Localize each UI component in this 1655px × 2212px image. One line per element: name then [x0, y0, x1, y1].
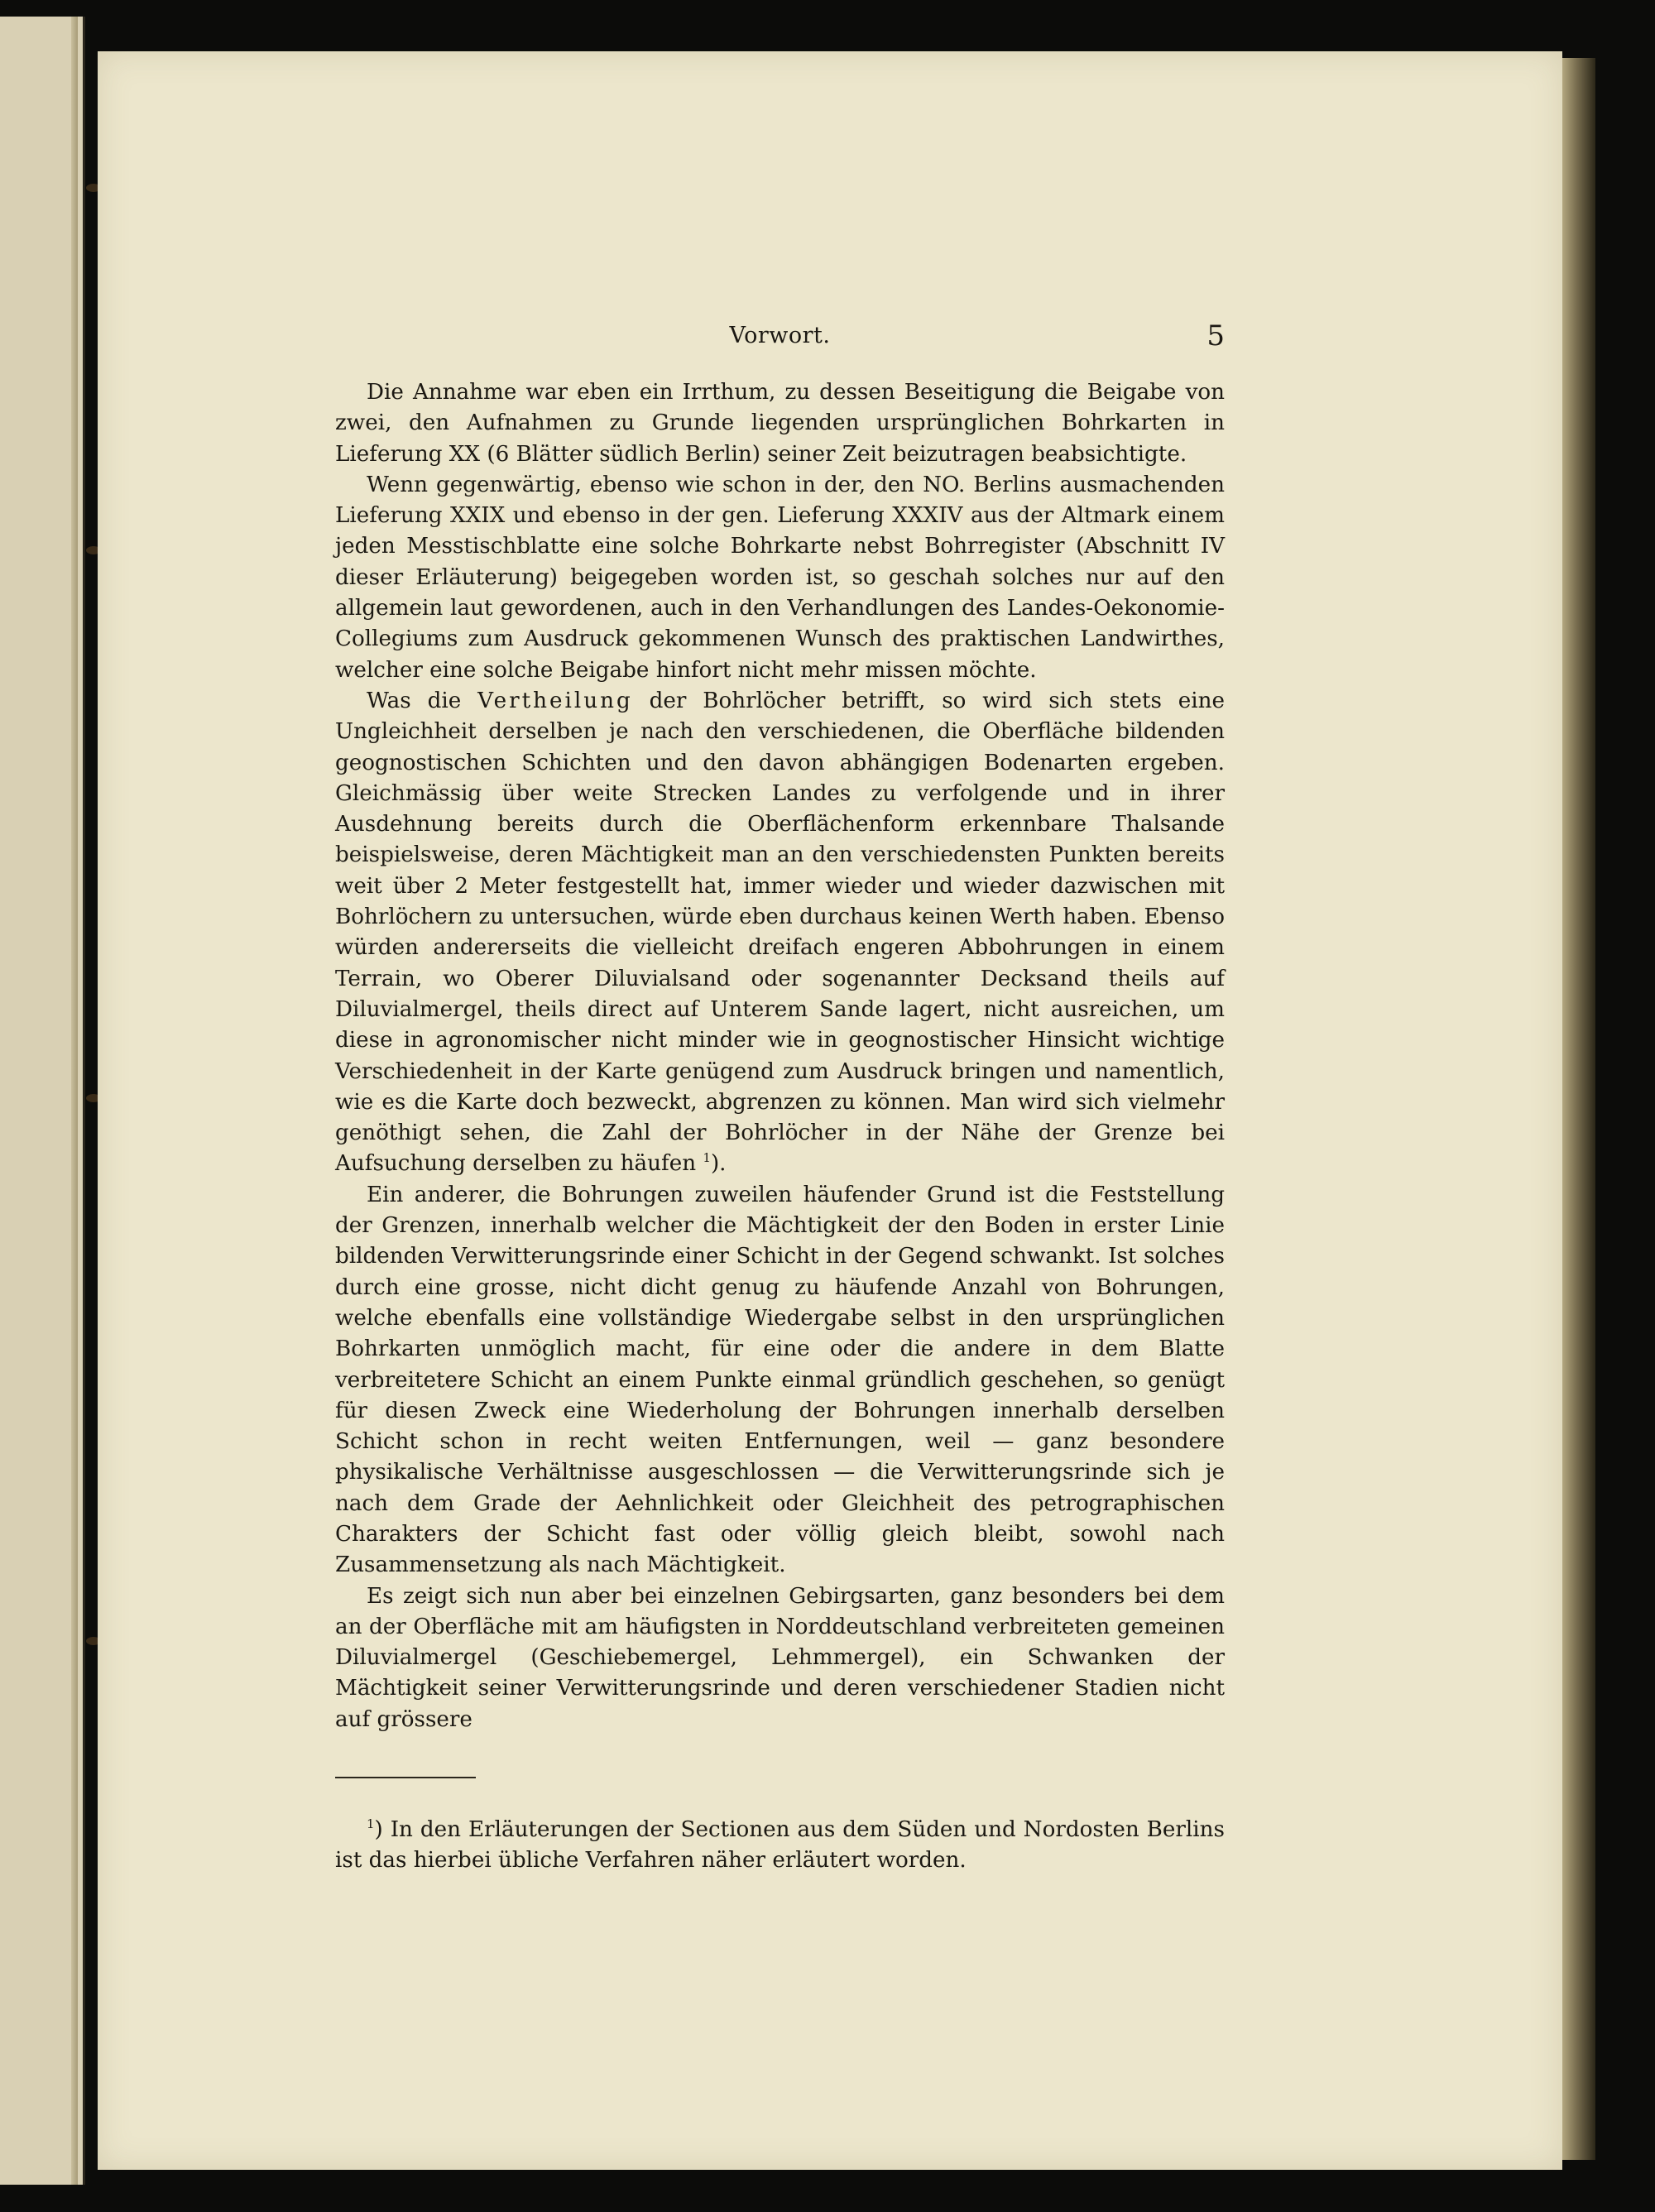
paragraph-1: Die Annahme war eben ein Irrthum, zu dessen Beseitigung die Beigabe von zwei, den Aufnahmen zu Grunde liegenden ursprünglichen Bohrkarten in Lieferung XX (6 Blätter südlich Berlin) seiner Zeit beizutragen beabsichtigte. [335, 380, 1225, 467]
footnote-reference[interactable]: 1 [703, 1150, 711, 1166]
paragraph-2: Wenn gegenwärtig, ebenso wie schon in der, den NO. Berlins ausmachenden Lieferung XXIX und ebenso in der gen. Lieferung XXXIV aus der Altmark einem jeden Messtischblatte eine solche Bohrkarte nebst Bohrregister (Abschnitt IV dieser Erläuterung) beigegeben worden ist, so geschah solches nur auf den allgemein laut gewordenen, auch in den Verhandlungen des Landes-Oekonomie-Collegiums zum Ausdruck gekommenen Wunsch des praktischen Landwirthes, welcher eine solche Beigabe hinfort nicht mehr missen möchte. [335, 472, 1225, 683]
paragraph-3 [335, 686, 1225, 1180]
paragraph-4: Ein anderer, die Bohrungen zuweilen häufender Grund ist die Feststellung der Grenzen, innerhalb welcher die Mächtigkeit der den Boden in erster Linie bildenden Verwitterungsrinde einer Schicht in der Gegend schwankt. Ist solches durch eine grosse, nicht dicht genug zu häufende Anzahl von Bohrungen, welche ebenfalls eine vollständige Wiedergabe selbst in den ursprünglichen Bohrkarten unmöglich macht, für eine oder die andere in dem Blatte verbreitetere Schicht an einem Punkte einmal gründlich geschehen, so genügt für diesen Zweck eine Wiederholung der Bohrungen innerhalb derselben Schicht schon in recht weiten Entfernungen, weil — ganz besondere physikalische Verhältnisse ausgeschlossen — die Verwitterungsrinde sich je nach dem Grade der Aehnlichkeit oder Gleichheit des petrographischen Charakters der Schicht fast oder völlig gleich bleibt, sowohl nach Zusammensetzung als nach Mächtigkeit. [335, 1182, 1225, 1578]
paragraph-3-rest: der Bohrlöcher betrifft, so wird sich stets eine Ungleichheit derselben je nach den verschiedenen, die Oberfläche bildenden geognostischen Schichten und den davon abhängigen Bodenarten ergeben. Gleichmässig über weite Strecken Landes zu verfolgende und in ihrer Ausdehnung bereits durch die Oberflächenform erkennbare Thalsande beispielsweise, deren Mächtigkeit man an den verschiedensten Punkten bereits weit über 2 Meter festgestellt hat, immer wieder und wieder dazwischen mit Bohrlöchern zu untersuchen, würde eben durchaus keinen Werth haben. Ebenso würden andererseits die vielleicht dreifach engeren Abbohrungen in einem Terrain, wo Oberer Diluvialsand oder sogenannter Decksand theils auf Diluvialmergel, theils direct auf Unterem Sande lagert, nicht ausreichen, um diese in agronomischer nicht minder wie in geognostischer Hinsicht wichtige Verschiedenheit in der Karte genügend zum Ausdruck bringen und namentlich, wie es die Karte doch bezweckt, abgrenzen zu können. Man wird sich vielmehr genöthigt sehen, die Zahl der Bohrlöcher in der Nähe der Grenze bei Aufsuchung derselben zu häufen [335, 688, 1225, 1177]
page-stack-edge [1562, 58, 1595, 2160]
previous-page-edge [0, 17, 85, 2185]
footnote-divider [335, 1777, 476, 1778]
page-number: 5 [1206, 319, 1225, 353]
spaced-term: Vertheilung [477, 688, 633, 713]
footnote-marker: 1 [367, 1816, 375, 1832]
running-head [335, 319, 1225, 356]
paragraph-5: Es zeigt sich nun aber bei einzelnen Gebirgsarten, ganz besonders bei dem an der Oberfläche mit am häufigsten in Norddeutschland verbreiteten gemeinen Diluvialmergel (Geschiebemergel, Lehmmergel), ein Schwanken der Mächtigkeit seiner Verwitterungsrinde und deren verschiedener Stadien nicht auf grössere [335, 1583, 1225, 1732]
footnote [335, 1815, 1225, 1876]
paragraph-3-end: ). [710, 1151, 727, 1177]
page-title: Vorwort. [729, 323, 831, 348]
footnote-text: ) In den Erläuterungen der Sectionen aus dem Süden und Nordosten Berlins ist das hierbei übliche Verfahren näher erläutert worden. [335, 1817, 1225, 1874]
page-content [335, 319, 1225, 1876]
paragraph-3-start: Was die [367, 688, 478, 713]
